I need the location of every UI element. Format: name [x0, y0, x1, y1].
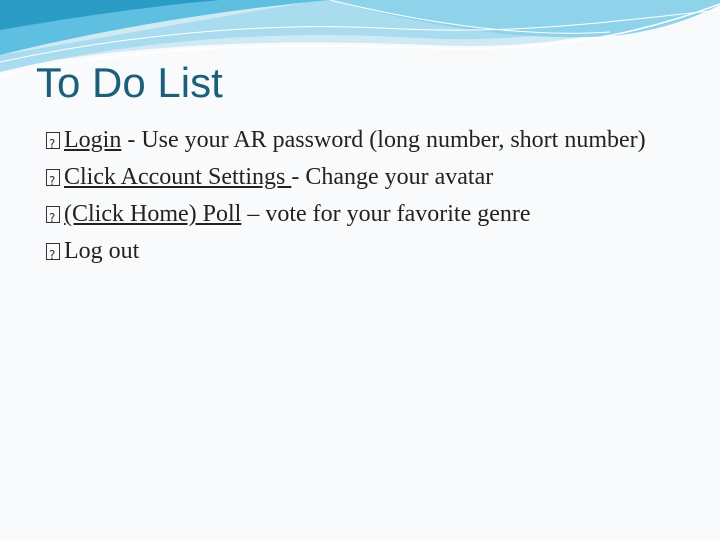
bullet-glyph-icon	[46, 132, 60, 149]
bullet-glyph-icon	[46, 206, 60, 223]
poll-link[interactable]: (Click Home) Poll	[64, 201, 242, 227]
list-item	[46, 237, 686, 266]
account-settings-link[interactable]: Click Account Settings	[64, 164, 292, 190]
list-item-text: Log out	[64, 238, 140, 264]
slide-title: To Do List	[36, 59, 223, 106]
bullet-glyph-icon	[46, 243, 60, 260]
list-item-text: - Use your AR password (long number, short number)	[121, 127, 646, 153]
list-item	[46, 200, 686, 229]
login-link[interactable]: Login	[64, 127, 122, 153]
todo-list	[46, 126, 686, 274]
list-item	[46, 163, 686, 192]
list-item-text: – vote for your favorite genre	[241, 201, 531, 227]
list-item-text: - Change your avatar	[291, 164, 494, 190]
bullet-glyph-icon	[46, 169, 60, 186]
list-item	[46, 126, 686, 155]
